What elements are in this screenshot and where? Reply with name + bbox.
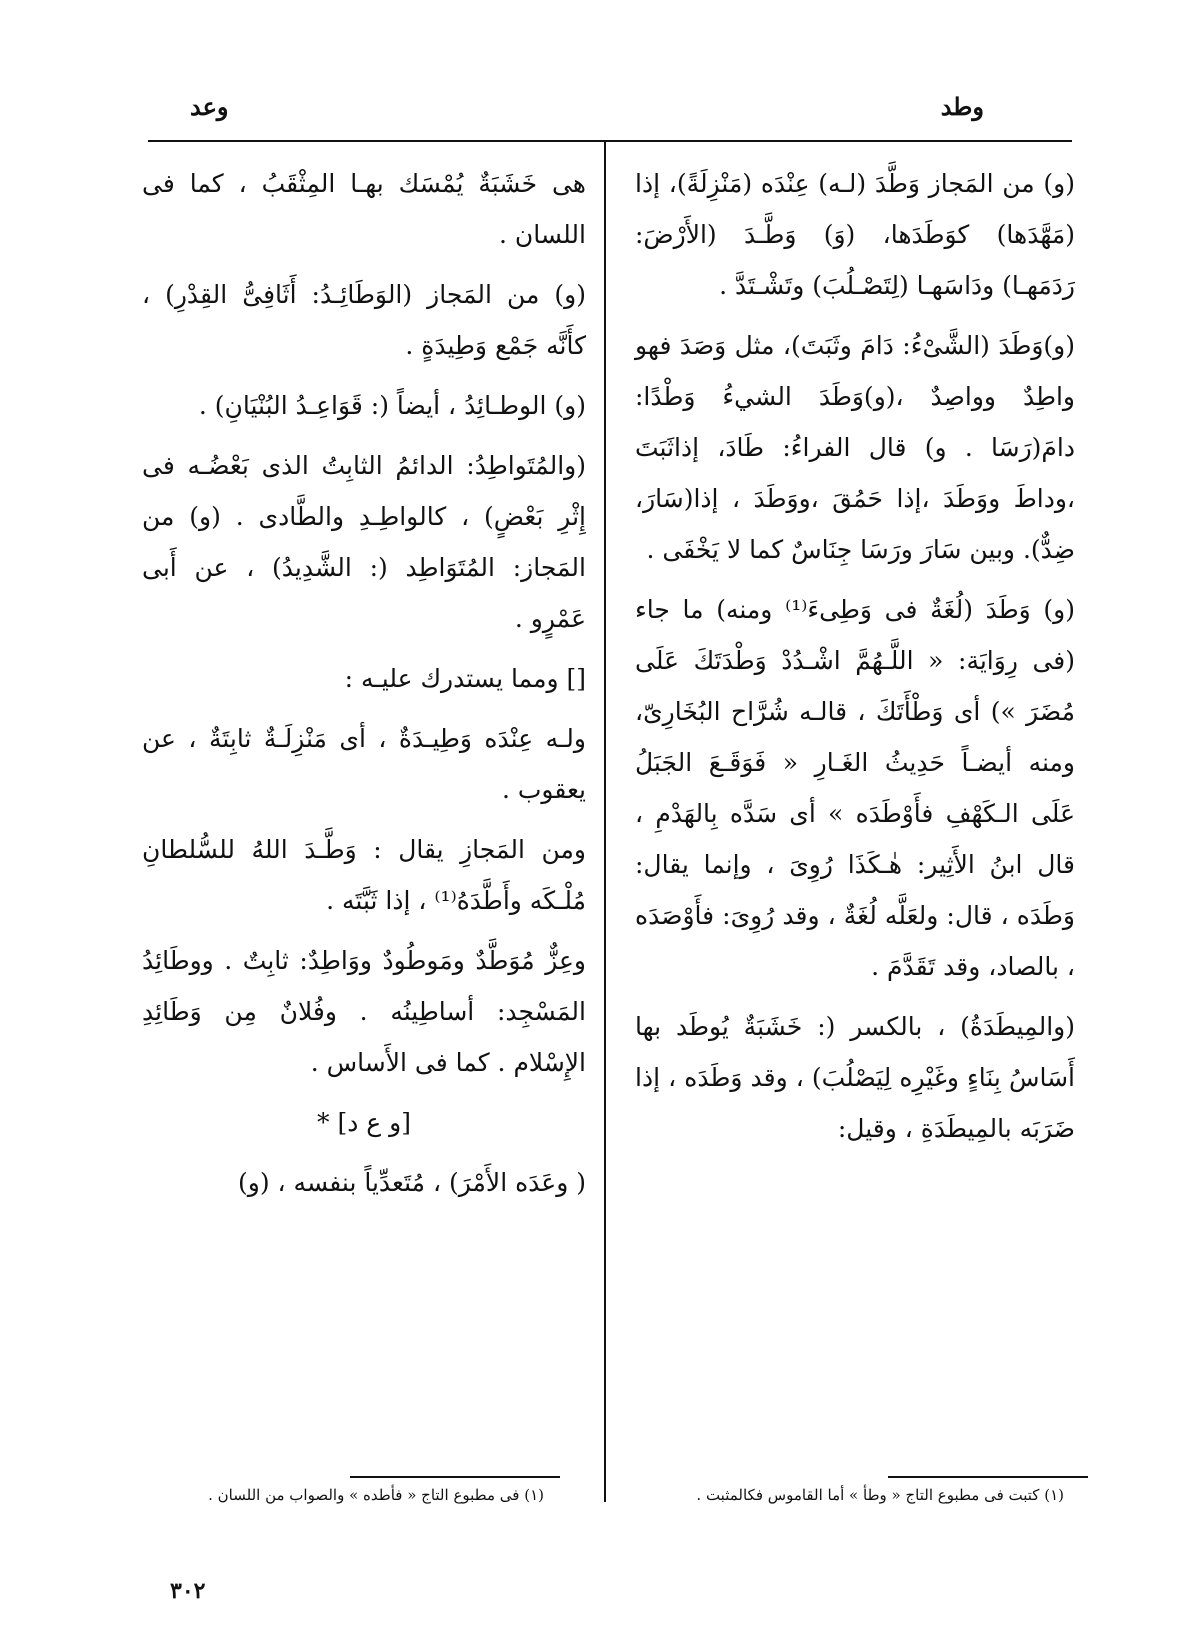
paragraph: (والمُتَواطِدُ: الدائمُ الثابِتُ الذى بَعْضُـه فى إِثْرِ بَعْضٍ) ، كالواطِـدِ والطَّادى . (و) من المَجاز: المُتَوَاطِد (: الشَّدِيدُ) ، عن أَبى عَمْرٍو . xyxy=(142,451,586,633)
paragraph: هى خَشَبَةٌ يُمْسَك بهـا المِثْقَبُ ، كما فى اللسان . xyxy=(142,169,586,249)
paragraph: (و) وَطَدَ (لُغَةٌ فى وَطِىءَ⁽¹⁾ ومنه) ما جاء (فى رِوَايَة: « اللَّـهُمَّ اشْـدُدْ وَطْدَتَكَ عَلَى مُضَرَ ») أى وَطْأَتَكَ ، قالـه شُرَّاح البُخَارِىّ، ومنه أيضـاً حَدِيثُ الغَـارِ « فَوَقَـعَ الجَبَلُ عَلَى الـكَهْفِ فأَوْطَدَه » أى سَدَّه بِالهَدْمِ ، قال ابنُ الأَثِير: هٰـكَذَا رُوِىَ ، وإنما يقال: وَطَدَه ، قال: ولعَلَّه لُغَةٌ ، وقد رُوِىَ: فأَوْصَدَه ، بالصاد، وقد تَقَدَّمَ . xyxy=(635,595,1075,981)
column-divider xyxy=(604,142,606,1502)
paragraph: (و) من المَجاز وَطَّدَ (لـه) عِنْدَه (مَنْزِلَةً)، إذا (مَهَّدَها) كوَطَدَها، (وَ) وَطَّـدَ (الأَرْضَ: رَدَمَهـا) ودَاسَهـا (لِتَصْـلُبَ) وتَشْـتَدَّ . xyxy=(635,169,1075,300)
running-head-left: وعد xyxy=(190,92,229,121)
left-column xyxy=(142,158,586,1217)
paragraph: (و) من المَجاز (الوَطَائِـدُ: أَثَافِىُّ القِدْرِ) ، كأَنَّه جَمْع وَطِيدَةٍ . xyxy=(142,280,586,360)
paragraph: (و) الوطـائِدُ ، أيضاً (: قَوَاعِـدُ البُنْيَانِ) . xyxy=(198,391,586,420)
running-head-right: وطد xyxy=(940,92,984,121)
paragraph: (والمِيطَدَةُ) ، بالكسر (: خَشَبَةٌ يُوطَد بها أَسَاسُ بِنَاءٍ وغَيْرِه لِيَصْلُبَ) ، وقد وَطَدَه ، إذا ضَرَبَه بالمِيطَدَةِ ، وقيل: xyxy=(635,1012,1075,1143)
footnote-rule-left xyxy=(350,1476,560,1478)
footnote-left: (١) فى مطبوع التاج « فأطده » والصواب من اللسان . xyxy=(208,1486,544,1504)
right-column xyxy=(635,158,1075,1163)
paragraph: (و)وَطَدَ (الشَّىْءُ: دَامَ وثَبَتَ)، مثل وَصَدَ فهو واطِدٌ وواصِدٌ ،(و)وَطَدَ الشيءُ وَطْدًا: دامَ(رَسَا . و) قال الفراءُ: طَادَ، إذاثَبَتَ ،وداطَ ووَطَدَ ،إذا حَمُقَ ،ووَطَدَ ، إذا(سَارَ، ضِدٌّ). وبين سَارَ ورَسَا جِنَاسٌ كما لا يَخْفَى . xyxy=(635,331,1075,564)
footnote-right: (١) كتبت فى مطبوع التاج « وطأ » أما القاموس فكالمثبت . xyxy=(696,1486,1064,1504)
paragraph: ولـه عِنْدَه وَطِيـدَةٌ ، أى مَنْزِلَـةٌ ثابِتَةٌ ، عن يعقوب . xyxy=(142,724,586,804)
page-number: ٣٠٢ xyxy=(170,1578,206,1604)
paragraph: وعِزٌّ مُوَطَّدٌ ومَوطُودٌ ووَاطِدٌ: ثابِتٌ . ووطَائِدُ المَسْجِد: أساطِينُه . وفُلانٌ مِن وَطَائِدِ الإِسْلام . كما فى الأَساس . xyxy=(142,946,586,1077)
paragraph: ومن المَجازِ يقال : وَطَّـدَ اللهُ للسُّلطانِ مُلْـكَه وأَطَّدَهُ⁽¹⁾ ، إذا ثَبَّتَه . xyxy=(142,835,586,915)
header-rule xyxy=(148,140,1072,142)
entry-heading: [و ع د] * xyxy=(317,1108,411,1137)
footnote-rule-right xyxy=(888,1476,1088,1478)
paragraph: [] ومما يستدرك عليـه : xyxy=(344,664,586,693)
paragraph: ( وعَدَه الأَمْرَ) ، مُتَعدِّياً بنفسه ، (و) xyxy=(238,1168,586,1197)
